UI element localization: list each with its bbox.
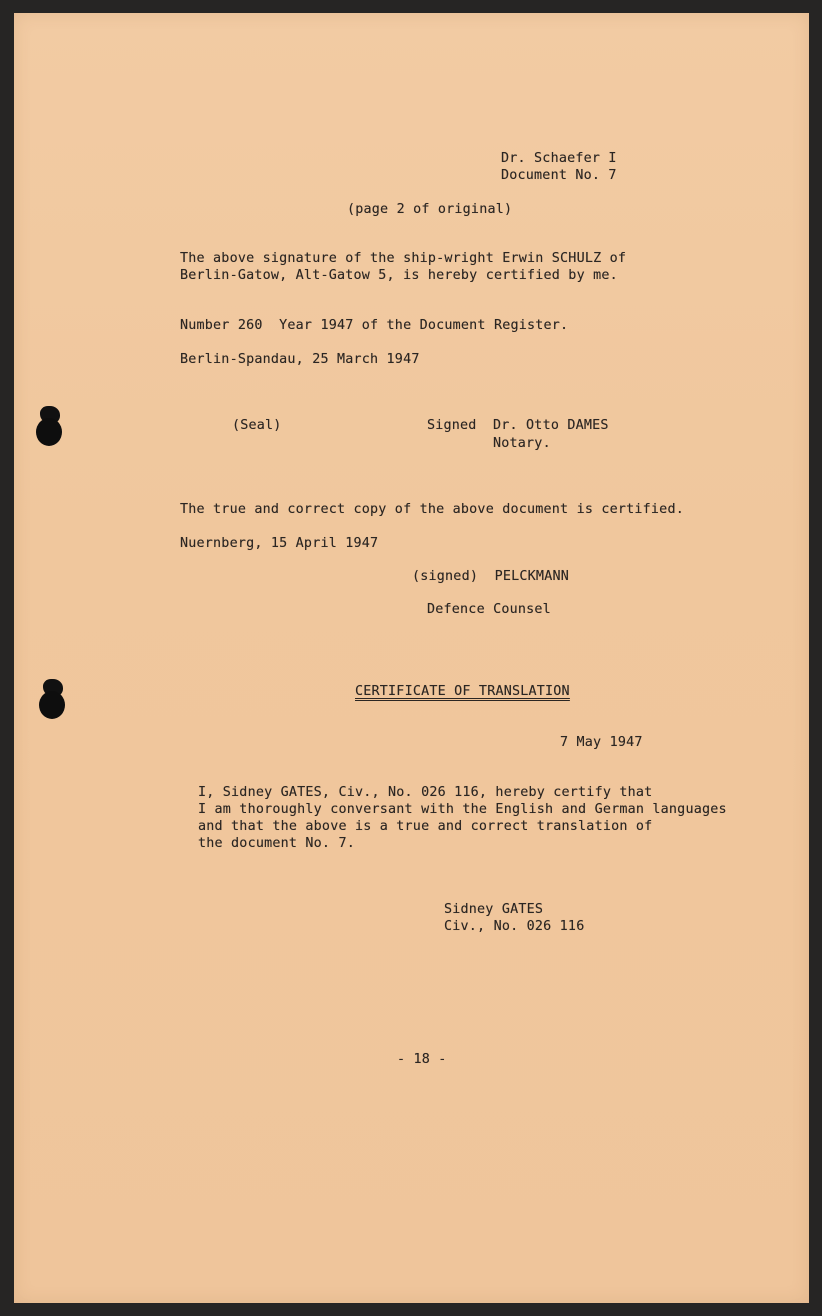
header-line-1: Dr. Schaefer I xyxy=(501,151,617,166)
place-date-berlin: Berlin-Spandau, 25 March 1947 xyxy=(180,352,420,367)
translator-name: Sidney GATES xyxy=(444,902,544,917)
punch-hole-lower xyxy=(39,679,65,719)
header-line-2: Document No. 7 xyxy=(501,168,617,183)
copy-certified-line: The true and correct copy of the above document is certified. xyxy=(180,502,684,517)
notary-name: Dr. Otto DAMES xyxy=(493,418,609,433)
translation-line-1: I, Sidney GATES, Civ., No. 026 116, hereby certify that xyxy=(198,785,653,800)
page-number: - 18 - xyxy=(397,1052,447,1067)
page-reference: (page 2 of original) xyxy=(347,202,513,217)
certification-line-2: Berlin-Gatow, Alt-Gatow 5, is hereby certified by me. xyxy=(180,268,618,283)
translation-line-3: and that the above is a true and correct translation of xyxy=(198,819,653,834)
punch-hole-upper xyxy=(36,406,62,446)
place-date-nuernberg: Nuernberg, 15 April 1947 xyxy=(180,536,379,551)
translation-date: 7 May 1947 xyxy=(560,735,643,750)
translator-civ-number: Civ., No. 026 116 xyxy=(444,919,585,934)
translation-heading: CERTIFICATE OF TRANSLATION xyxy=(355,684,570,699)
register-line: Number 260 Year 1947 of the Document Register. xyxy=(180,318,569,333)
seal-label: (Seal) xyxy=(232,418,282,433)
translation-line-2: I am thoroughly conversant with the English and German languages xyxy=(198,802,727,817)
counsel-signed: (signed) PELCKMANN xyxy=(412,569,569,584)
document-page xyxy=(14,13,809,1303)
certification-line-1: The above signature of the ship-wright Erwin SCHULZ of xyxy=(180,251,627,266)
counsel-role: Defence Counsel xyxy=(427,602,551,617)
signed-label: Signed xyxy=(427,418,477,433)
notary-title: Notary. xyxy=(493,436,551,451)
translation-line-4: the document No. 7. xyxy=(198,836,355,851)
